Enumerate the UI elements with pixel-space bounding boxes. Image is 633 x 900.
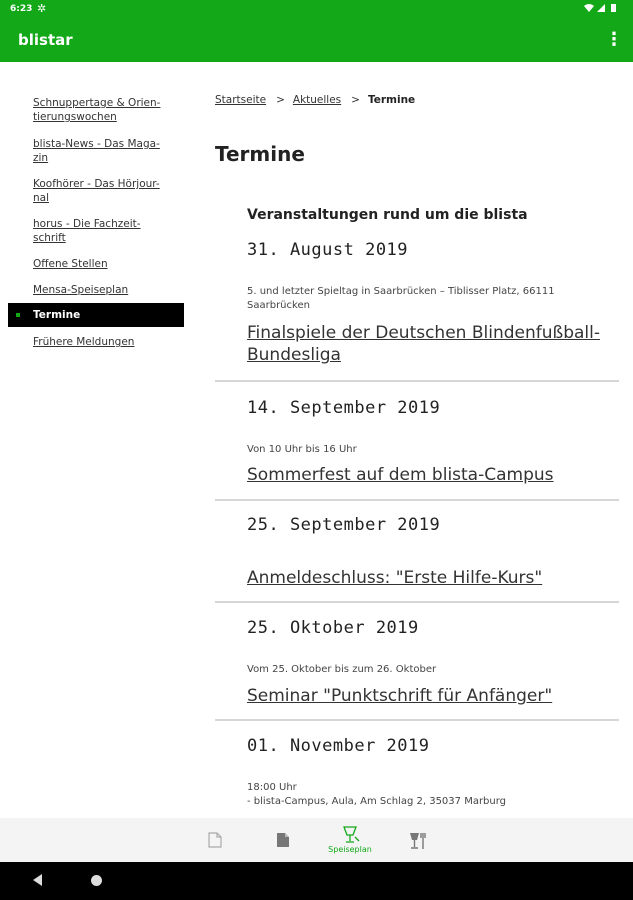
document-filled-icon bbox=[276, 832, 290, 848]
event-date: 31. August 2019 bbox=[247, 240, 409, 260]
event-info: 5. und letzter Spieltag in Saarbrücken – Tiblisser Platz, 66111 Saarbrücken bbox=[247, 286, 555, 311]
nav-item-document-outline[interactable] bbox=[185, 818, 245, 862]
event-info: Von 10 Uhr bis 16 Uhr bbox=[247, 444, 357, 455]
sidebar-item-blista-news[interactable]: blista-News - Das Maga- zin bbox=[33, 138, 160, 164]
nav-item-restaurant[interactable] bbox=[388, 818, 448, 862]
breadcrumb-parent[interactable]: Aktuelles bbox=[292, 94, 342, 106]
sidebar-nav bbox=[0, 62, 190, 818]
breadcrumb-current: Termine bbox=[367, 94, 416, 106]
gear-icon: ✲ bbox=[37, 2, 47, 15]
main-content bbox=[215, 62, 625, 818]
event-info: 18:00 Uhr - blista-Campus, Aula, Am Schlag 2, 35037 Marburg bbox=[247, 782, 507, 807]
app-title: blistar bbox=[18, 31, 73, 49]
app-bar bbox=[0, 20, 633, 62]
section-heading: Veranstaltungen rund um die blista bbox=[247, 207, 528, 223]
document-outline-icon bbox=[208, 832, 222, 848]
more-vert-icon[interactable]: ⋮ bbox=[605, 29, 623, 50]
back-icon[interactable] bbox=[33, 874, 42, 886]
wifi-signal-battery-icon bbox=[583, 3, 623, 13]
sidebar-item-mensa-speiseplan[interactable]: Mensa-Speiseplan bbox=[33, 284, 129, 296]
event-divider bbox=[215, 380, 619, 382]
sidebar-item-schnuppertage[interactable]: Schnuppertage & Orien- tierungswochen bbox=[33, 97, 161, 123]
sidebar-item-termine[interactable] bbox=[8, 303, 184, 327]
event-date: 01. November 2019 bbox=[247, 736, 430, 756]
status-bar bbox=[0, 0, 633, 20]
sidebar-item-koofhoerer[interactable]: Koofhörer - Das Hörjour- nal bbox=[33, 178, 160, 204]
sidebar-item-label: Termine bbox=[33, 309, 81, 321]
event-info: Vom 25. Oktober bis zum 26. Oktober bbox=[247, 664, 437, 675]
system-nav-bar bbox=[0, 862, 633, 900]
event-date: 14. September 2019 bbox=[247, 398, 441, 418]
event-title-link[interactable]: Sommerfest auf dem blista-Campus bbox=[247, 465, 554, 485]
breadcrumb-separator: > bbox=[351, 94, 360, 106]
status-time: 6:23 bbox=[10, 4, 33, 14]
event-title-link[interactable]: Finalspiele der Deutschen Blindenfußball-Bundesliga bbox=[247, 323, 601, 365]
event-divider bbox=[215, 499, 619, 501]
sidebar-item-horus[interactable]: horus - Die Fachzeit- schrift bbox=[33, 218, 141, 244]
cup-cutlery-icon bbox=[408, 832, 428, 850]
event-title-link[interactable]: Seminar "Punktschrift für Anfänger" bbox=[247, 686, 553, 706]
active-indicator bbox=[16, 313, 20, 317]
breadcrumb-home[interactable]: Startseite bbox=[215, 94, 267, 106]
bottom-nav bbox=[0, 818, 633, 862]
event-title-link[interactable]: Anmeldeschluss: "Erste Hilfe-Kurs" bbox=[247, 568, 543, 588]
cup-outline-icon bbox=[340, 826, 360, 844]
event-date: 25. Oktober 2019 bbox=[247, 618, 419, 638]
breadcrumb bbox=[215, 94, 415, 106]
event-date: 25. September 2019 bbox=[247, 515, 441, 535]
sidebar-item-fruehere-meldungen[interactable]: Frühere Meldungen bbox=[33, 336, 135, 348]
sidebar-item-offene-stellen[interactable]: Offene Stellen bbox=[33, 258, 108, 270]
breadcrumb-separator: > bbox=[276, 94, 285, 106]
home-icon[interactable] bbox=[91, 875, 102, 886]
nav-item-document[interactable] bbox=[253, 818, 313, 862]
nav-label-speiseplan: Speiseplan bbox=[328, 845, 372, 854]
event-divider bbox=[215, 719, 619, 721]
status-icons bbox=[583, 3, 623, 16]
event-divider bbox=[215, 601, 619, 603]
nav-item-speiseplan[interactable] bbox=[320, 818, 380, 862]
page-title: Termine bbox=[215, 142, 305, 166]
